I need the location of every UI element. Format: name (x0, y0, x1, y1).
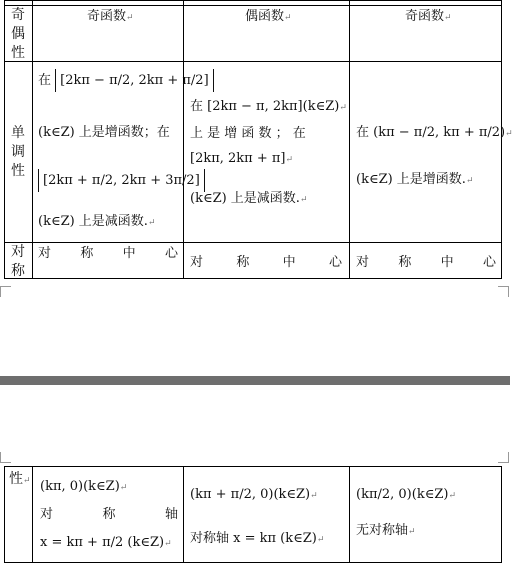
corner-mark-bottom-right (498, 452, 509, 463)
row-line-3 (4, 242, 502, 243)
sin-mono-line1: 在 [2kπ − π/2, 2kπ + π/2] (38, 74, 214, 87)
top-border-line (4, 0, 502, 1)
corner-mark-bottom-left (0, 452, 11, 463)
cos-mono-line3: [2kπ, 2kπ + π]↵ (190, 151, 294, 166)
sin-interval-increasing: [2kπ − π/2, 2kπ + π/2] (55, 69, 214, 92)
tan-mono-line2: (k∈Z) 上是增函数.↵ (356, 172, 474, 187)
bottom-col-line-1 (32, 466, 33, 563)
tan-mono-line1: 在 (kπ − π/2, kπ + π/2)↵ (356, 125, 513, 140)
sin-mono-line2: (k∈Z) 上是增函数；在 (38, 125, 170, 140)
col-line-0 (4, 0, 5, 279)
symmetry-header-bottom: 性↵ (9, 471, 31, 487)
cos-sym-axis: 对称轴 x = kπ (k∈Z)↵ (190, 531, 325, 546)
sin-sym-axis: x = kπ + π/2 (k∈Z)↵ (40, 535, 172, 550)
cos-mono-line1: 在 [2kπ − π, 2kπ](k∈Z)↵ (190, 99, 347, 114)
col-line-2 (183, 0, 184, 279)
bottom-table-top-line (4, 466, 502, 467)
bottom-col-line-0 (4, 466, 5, 563)
cos-mono-line2: 上 是 增 函 数 ； 在 (190, 126, 306, 141)
tan-sym-center: (kπ/2, 0)(k∈Z)↵ (356, 487, 456, 502)
cos-mono-line4: (k∈Z) 上是减函数.↵ (190, 191, 308, 206)
row-line-1 (4, 5, 502, 6)
row-line-2 (4, 61, 502, 62)
page-separator (0, 376, 510, 385)
sin-sym-axis-label: 对 称 轴 (40, 507, 178, 522)
tan-interval: (kπ − π/2, kπ + π/2) (373, 125, 506, 140)
cos-sym-center-label: 对 称 中 心 (190, 255, 342, 270)
sin-interval-decreasing: [2kπ + π/2, 2kπ + 3π/2] (38, 169, 205, 192)
cos-parity: 偶函数↵ (245, 9, 292, 24)
tan-sym-axis: 无对称轴↵ (356, 523, 416, 538)
sin-sym-center: (kπ, 0)(k∈Z)↵ (40, 479, 128, 494)
cos-sym-center: (kπ + π/2, 0)(k∈Z)↵ (190, 487, 318, 502)
symmetry-header-top: 对 称 (11, 244, 25, 279)
corner-mark-top-left (0, 286, 11, 297)
corner-mark-top-right (498, 286, 509, 297)
sin-mono-line4: (k∈Z) 上是减函数.↵ (38, 214, 156, 229)
monotonic-header: 单 调 性 (11, 125, 25, 179)
col-line-3 (349, 0, 350, 279)
col-line-1 (32, 0, 33, 279)
tan-sym-center-label: 对 称 中 心 (356, 255, 496, 270)
parity-header: 奇 偶 性 (11, 7, 25, 61)
bottom-col-line-3 (349, 466, 350, 563)
bottom-table-bottom-line (4, 562, 502, 563)
tan-parity: 奇函数↵ (405, 9, 452, 24)
bottom-col-line-4 (501, 466, 502, 563)
sin-mono-line3 (38, 174, 205, 187)
sin-sym-center-label: 对 称 中 心 (38, 246, 178, 261)
row-line-4 (4, 278, 502, 279)
bottom-col-line-2 (183, 466, 184, 563)
sin-parity: 奇函数↵ (87, 9, 134, 24)
